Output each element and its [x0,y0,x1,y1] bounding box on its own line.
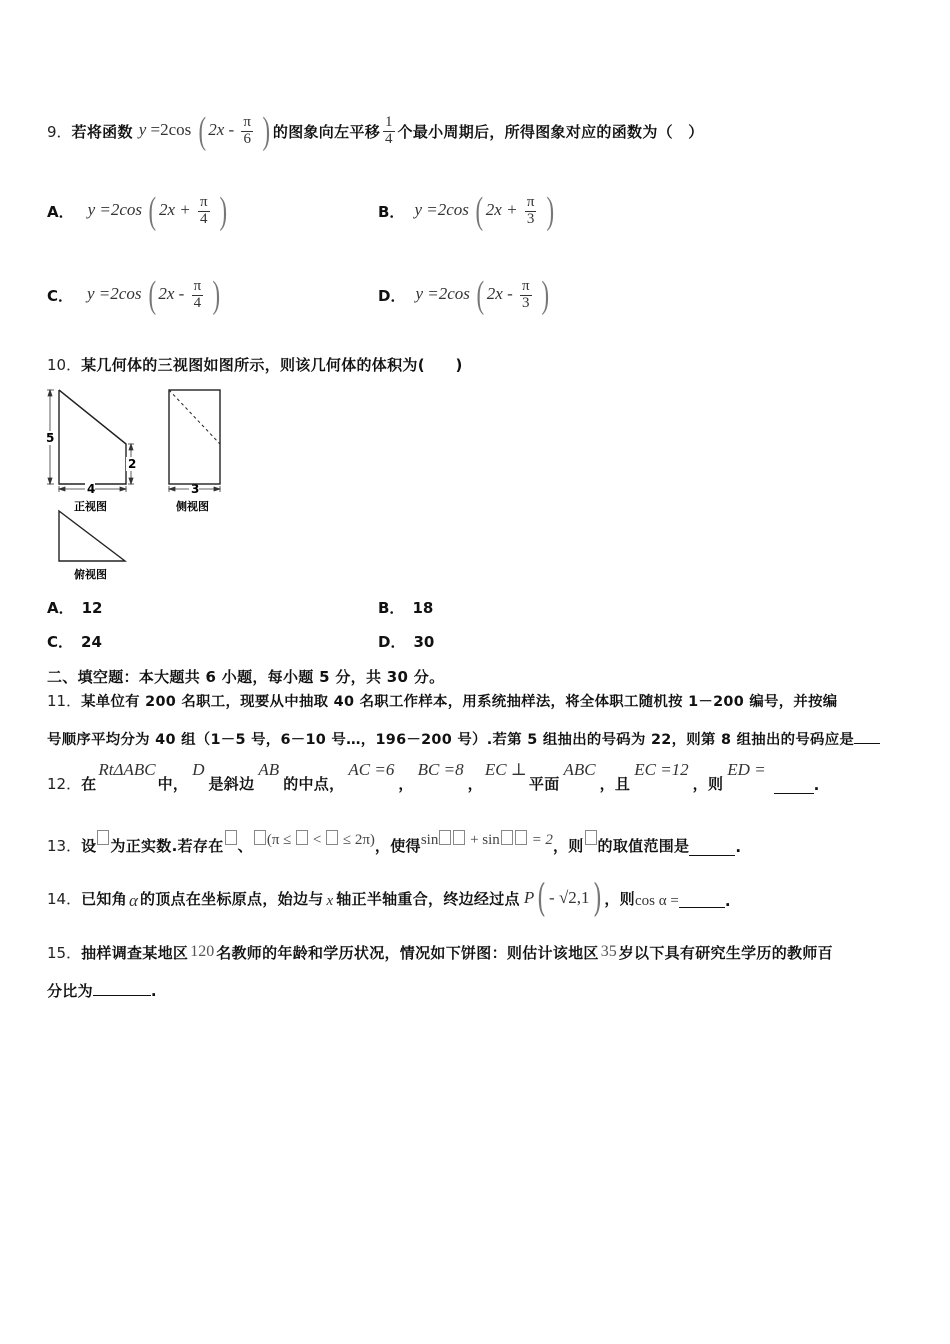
q11-line2: 号顺序平均分为 40 组（1－5 号，6－10 号…，196－200 号）.若第 5 组抽出的号码为 22，则第 8 组抽出的号码应是 [47,728,880,749]
dim-height-label: 5 [46,431,55,445]
missing-glyph-icon [254,830,266,845]
q13-line: 13． 设 为正实数.若存在 、 (π ≤ < ≤ 2π) ，使得 sin + sin = 2 ，则 的取值范围是 . [47,832,742,856]
side-view-label: 侧视图 [176,500,209,513]
q9-text-c: 个最小周期后，所得图象对应的函数为（ ） [397,122,704,141]
q9-function: y =2cos ( 2x - $\frac{\pi}{6}$ ) [138,110,271,152]
q9-text-a: 若将函数 [71,122,133,141]
top-view [59,511,125,561]
option-label: A． [47,202,74,221]
top-view-label: 俯视图 [74,568,107,581]
dim-width-label: 4 [87,482,96,496]
three-view-figure [40,384,240,584]
q9-text-b: 的图象向左平移 [272,122,381,141]
answer-blank[interactable] [774,781,814,794]
q11-line1: 11．某单位有 200 名职工，现要从中抽取 40 名职工作样本，用系统抽样法，将全体职工随机按 1－200 编号，并按编 [47,692,838,710]
section-2-heading: 二、填空题：本大题共 6 小题，每小题 5 分，共 30 分。 [47,668,445,686]
answer-blank[interactable] [689,843,735,856]
q10-option-c: C． 24 [47,633,102,651]
side-view [169,390,220,484]
q15-line2: 分比为 . [47,982,157,1000]
q10-option-a: A． 12 [47,599,103,617]
q9-shift-fraction: $\frac{1}{4}$ [385,113,393,147]
dim-small-label: 2 [128,457,137,471]
front-view [59,390,126,484]
q10-text: 某几何体的三视图如图所示，则该几何体的体积为( ) [81,356,463,374]
q10-option-b: B． 18 [378,599,434,617]
dim-side-label: 3 [191,482,200,496]
option-label: C． [47,286,74,305]
option-label: B． [378,202,405,221]
missing-glyph-icon [97,830,109,845]
q9-line [47,106,704,156]
q9-option-a: A． y =2cos ( 2x + $\frac{\pi}{4}$ ) [47,190,227,232]
missing-glyph-icon [585,830,597,845]
q9-option-b: B． y =2cos ( 2x + $\frac{\pi}{3}$ ) [378,190,554,232]
q9-number: 9． [47,122,72,141]
q10-number: 10． [47,356,82,374]
answer-blank[interactable] [93,983,151,996]
q15-line1: 15． 抽样调查某地区 120 名教师的年龄和学历状况，情况如下饼图：则估计该地区 35 岁以下具有研究生学历的教师百 [47,943,833,962]
answer-blank[interactable] [679,895,725,908]
q10-line [47,354,463,375]
missing-glyph-icon [225,830,237,845]
option-label: D． [378,286,406,305]
q10-option-d: D． 30 [378,633,435,651]
q14-line: 14． 已知角 α 的顶点在坐标原点，始边与 x 轴正半轴重合，终边经过点 P ( - √2,1 ) ，则 cos α = . [47,876,731,920]
q12-line: 12． 在 RtΔABC 中， D 是斜边 AB 的中点， AC =6 ， BC =8 ， EC ⊥ 平面 ABC ，且 EC =12 ，则 ED = . [47,760,820,794]
front-view-label: 正视图 [74,500,107,513]
q9-option-d: D． y =2cos ( 2x - $\frac{\pi}{3}$ ) [378,274,549,316]
q9-option-c: C． y =2cos ( 2x - $\frac{\pi}{4}$ ) [47,274,221,316]
answer-blank[interactable] [854,731,880,744]
